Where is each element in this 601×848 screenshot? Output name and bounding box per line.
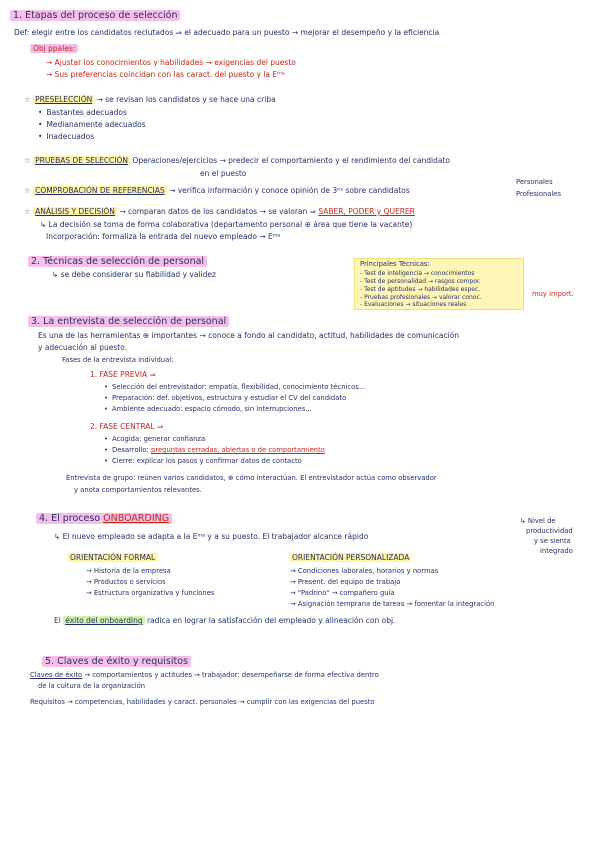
onboarding-side: productividad: [526, 527, 573, 535]
technique-item: - Pruebas profesionales → valorar conoc.: [360, 294, 482, 301]
claves-row: Claves de éxito → comportamientos y actitudes → trabajador: desempeñarse de forma efectiva dentro: [30, 671, 379, 679]
requisitos-row: Requisitos → competencias, habilidades y caract. personales → cumplir con las exigencias del puesto: [30, 698, 375, 706]
section-2-text: ↳ se debe considerar su fiabilidad y validez: [52, 270, 216, 279]
list-item: • Ambiente adecuado: espacio cómodo, sin interrupciones...: [104, 405, 312, 413]
section-1-title: 1. Etapas del proceso de selección: [10, 10, 180, 21]
list-item: • Acogida: generar confianza: [104, 435, 206, 443]
list-item: → Estructura organizativa y funciones: [86, 589, 215, 597]
technique-item: - Test de inteligencia → conocimientos: [360, 270, 475, 277]
pruebas-text-cont: en el puesto: [200, 169, 247, 178]
personalized-title: ORIENTACIÓN PERSONALIZADA: [292, 553, 410, 562]
techniques-box: [354, 258, 524, 310]
list-item: • Desarrollo: preguntas cerradas, abiertas o de comportamiento: [104, 446, 325, 454]
preseleccion-row: [24, 95, 276, 104]
comprobacion-text: → verifica información y conoce opinión de 3ᵒˢ sobre candidatos: [169, 186, 410, 195]
objective-item: → Sus preferencias coincidan con las caract. del puesto y la Eᵐᵃ: [46, 70, 285, 79]
analisis-incorporacion: Incorporación: formaliza la entrada del nuevo empleado → Eᵐᵃ: [46, 232, 281, 241]
onboarding-intro: ↳ El nuevo empleado se adapta a la Eᵐᵃ y a su puesto. El trabajador alcance rápido: [54, 532, 369, 541]
list-item: • Bastantes adecuados: [38, 108, 127, 117]
section-4-title: 4. El proceso ONBOARDING: [36, 513, 172, 524]
onboarding-side: y se sienta: [534, 537, 571, 545]
technique-item: - Test de personalidad → rasgos compor.: [360, 278, 481, 285]
onboarding-side: ↳ Nivel de: [520, 517, 556, 525]
list-item: → Productos o servicios: [86, 578, 166, 586]
section-3-intro: Es una de las herramientas ⊕ importantes → conoce a fondo al candidato, actitud, habilidades de comunicación: [38, 331, 460, 340]
claves-row-cont: de la cultura de la organización: [38, 682, 146, 690]
analisis-label: ANÁLISIS Y DECISIÓN: [35, 207, 115, 216]
group-interview: Entrevista de grupo: reúnen varios candidatos, ⊕ cómo interactúan. El entrevistador actúa como observador: [66, 474, 437, 482]
section-3-title: 3. La entrevista de selección de personal: [28, 316, 229, 327]
technique-item: - Evaluaciones → situaciones reales: [360, 301, 467, 308]
formal-title: ORIENTACIÓN FORMAL: [70, 553, 156, 562]
reference-type: Personales: [516, 178, 553, 186]
list-item: → Present. del equipo de trabajo: [290, 578, 401, 586]
pruebas-row: [24, 156, 450, 165]
list-item: → "Padrino" → compañero guía: [290, 589, 395, 597]
section-5-title: 5. Claves de éxito y requisitos: [42, 656, 191, 667]
comprobacion-row: [24, 186, 410, 195]
comprobacion-label: COMPROBACIÓN DE REFERENCIAS: [35, 186, 165, 195]
important-note: muy import.: [532, 290, 574, 298]
onboarding-side: integrado: [540, 547, 573, 555]
phase-2-title: 2. FASE CENTRAL ⇒: [90, 422, 164, 431]
preseleccion-text: → se revisan los candidatos y se hace una criba: [96, 95, 276, 104]
phases-label: Fases de la entrevista individual:: [62, 356, 174, 364]
technique-item: - Test de aptitudes → habilidades espec.: [360, 286, 481, 293]
phase-1-title: 1. FASE PREVIA ⇒: [90, 370, 156, 379]
objectives-label: Obj ppales:: [30, 44, 78, 53]
list-item: → Historia de la empresa: [86, 567, 171, 575]
list-item: • Preparación: def. objetivos, estructura y estudiar el CV del candidato: [104, 394, 347, 402]
list-item: • Cierre: explicar los pasos y confirmar datos de contacto: [104, 457, 302, 465]
analisis-row: [24, 207, 415, 216]
onboarding-success: El éxito del onboarding radica en lograr la satisfacción del empleado y alineación con obj.: [54, 616, 396, 625]
group-interview-cont: y anota comportamientos relevantes.: [74, 486, 202, 494]
list-item: • Selección del entrevistador: empatía, flexibilidad, conocimiento técnicos...: [104, 383, 366, 391]
section-3-intro-cont: y adecuación al puesto.: [38, 343, 128, 352]
analisis-values: SABER, PODER y QUERER: [318, 207, 415, 216]
list-item: → Asignación temprana de tareas → fomentar la integración: [290, 600, 495, 608]
pruebas-label: PRUEBAS DE SELECCIÓN: [35, 156, 129, 165]
pruebas-text: Operaciones/ejercicios → predecir el comportamiento y el rendimiento del candidato: [132, 156, 451, 165]
star-icon: ☆: [24, 95, 31, 104]
techniques-box-title: Principales Técnicas:: [360, 260, 430, 268]
section-1-definition: Def: elegir entre los candidatos reclutados ⇒ el adecuado para un puesto → mejorar el desempeño y la eficiencia: [14, 28, 440, 37]
reference-type: Profesionales: [516, 190, 562, 198]
analisis-decision: ↳ La decisión se toma de forma colaborativa (departamento personal ⊕ área que tiene la vacante): [40, 220, 413, 229]
star-icon: ☆: [24, 207, 31, 216]
list-item: • Inadecuados: [38, 132, 95, 141]
preseleccion-label: PRESELECCIÓN: [35, 95, 93, 104]
list-item: → Condiciones laborales, horarios y normas: [290, 567, 439, 575]
analisis-text: → comparan datos de los candidatos → se valoran ⇒: [119, 207, 316, 216]
objective-item: → Ajustar los conocimientos y habilidades → exigencias del puesto: [46, 58, 296, 67]
list-item: • Medianamente adecuados: [38, 120, 146, 129]
star-icon: ☆: [24, 156, 31, 165]
section-2-title: 2. Técnicas de selección de personal: [28, 256, 207, 267]
star-icon: ☆: [24, 186, 31, 195]
